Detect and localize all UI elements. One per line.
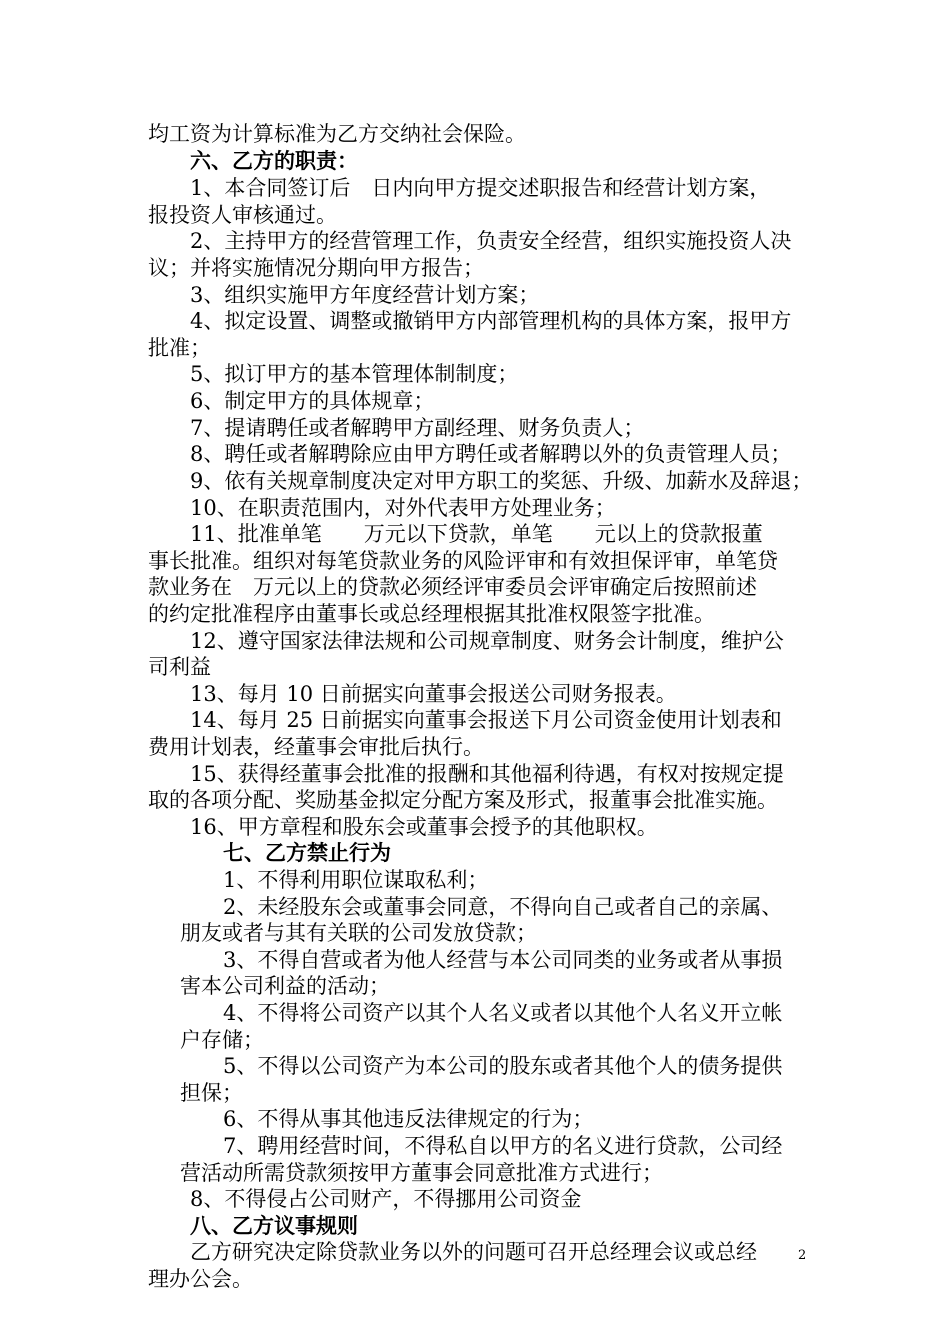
text-line: 15、获得经董事会批准的报酬和其他福利待遇，有权对按规定提	[190, 762, 784, 786]
text-line: 16、甲方章程和股东会或董事会授予的其他职权。	[190, 815, 658, 839]
text-line: 5、拟订甲方的基本管理体制制度；	[190, 362, 519, 386]
text-line: 7、聘用经营时间，不得私自以甲方的名义进行贷款，公司经	[223, 1134, 783, 1158]
text-line: 事长批准。组织对每笔贷款业务的风险评审和有效担保评审，单笔贷	[148, 549, 778, 573]
text-line: 2、未经股东会或董事会同意，不得向自己或者自己的亲属、	[223, 895, 783, 919]
text-line: 14、每月 25 日前据实向董事会报送下月公司资金使用计划表和	[190, 708, 782, 732]
section-heading: 八、乙方议事规则	[190, 1213, 358, 1238]
text-line: 11、批准单笔 万元以下贷款，单笔 元以上的贷款报董	[190, 522, 763, 546]
section-heading: 七、乙方禁止行为	[223, 840, 391, 865]
page-number: 2	[798, 1248, 807, 1263]
text-line: 均工资为计算标准为乙方交纳社会保险。	[148, 122, 526, 146]
text-line: 3、不得自营或者为他人经营与本公司同类的业务或者从事损	[223, 948, 783, 972]
text-line: 10、在职责范围内，对外代表甲方处理业务；	[190, 496, 616, 520]
text-line: 6、不得从事其他违反法律规定的行为；	[223, 1107, 594, 1131]
text-line: 司利益	[148, 655, 211, 679]
text-line: 担保；	[180, 1081, 243, 1105]
text-line: 的约定批准程序由董事长或总经理根据其批准权限签字批准。	[148, 602, 715, 626]
text-line: 6、制定甲方的具体规章；	[190, 389, 435, 413]
text-line: 款业务在 万元以上的贷款必须经评审委员会评审确定后按照前述	[148, 575, 757, 599]
text-line: 2、主持甲方的经营管理工作，负责安全经营，组织实施投资人决	[190, 229, 792, 253]
text-line: 乙方研究决定除贷款业务以外的问题可召开总经理会议或总经	[190, 1240, 757, 1264]
text-line: 批准；	[148, 336, 211, 360]
text-line: 费用计划表，经董事会审批后执行。	[148, 735, 484, 759]
text-line: 3、组织实施甲方年度经营计划方案；	[190, 283, 540, 307]
text-line: 1、不得利用职位谋取私利；	[223, 868, 489, 892]
text-line: 报投资人审核通过。	[148, 203, 337, 227]
text-line: 理办公会。	[148, 1267, 253, 1291]
text-line: 朋友或者与其有关联的公司发放贷款；	[180, 921, 537, 945]
text-line: 4、不得将公司资产以其个人名义或者以其他个人名义开立帐	[223, 1001, 783, 1025]
section-heading: 六、乙方的职责：	[190, 148, 358, 173]
text-line: 8、不得侵占公司财产，不得挪用公司资金	[190, 1187, 582, 1211]
text-line: 取的各项分配、奖励基金拟定分配方案及形式，报董事会批准实施。	[148, 788, 778, 812]
text-line: 5、不得以公司资产为本公司的股东或者其他个人的债务提供	[223, 1054, 783, 1078]
text-line: 户存储；	[180, 1028, 264, 1052]
text-line: 7、提请聘任或者解聘甲方副经理、财务负责人；	[190, 416, 645, 440]
text-line: 12、遵守国家法律法规和公司规章制度、财务会计制度，维护公	[190, 629, 784, 653]
text-line: 8、聘任或者解聘除应由甲方聘任或者解聘以外的负责管理人员；	[190, 442, 792, 466]
text-line: 1、本合同签订后 日内向甲方提交述职报告和经营计划方案，	[190, 176, 771, 200]
text-line: 营活动所需贷款须按甲方董事会同意批准方式进行；	[180, 1161, 663, 1185]
text-line: 4、拟定设置、调整或撤销甲方内部管理机构的具体方案，报甲方	[190, 309, 792, 333]
text-line: 议；并将实施情况分期向甲方报告；	[148, 256, 484, 280]
text-line: 害本公司利益的活动；	[180, 974, 390, 998]
text-line: 13、每月 10 日前据实向董事会报送公司财务报表。	[190, 682, 677, 706]
text-line: 9、依有关规章制度决定对甲方职工的奖惩、升级、加薪水及辞退；	[190, 469, 813, 493]
